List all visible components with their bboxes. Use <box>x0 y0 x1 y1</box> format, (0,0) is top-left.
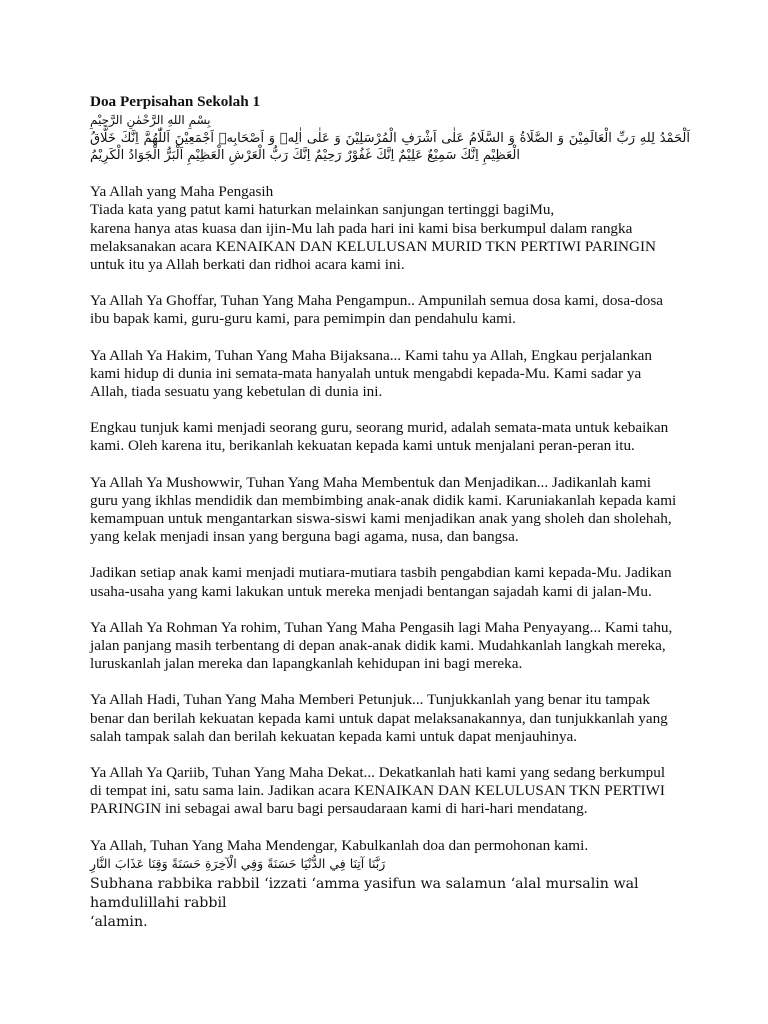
paragraph-2 <box>90 292 690 328</box>
paragraph-line: karena hanya atas kuasa dan ijin-Mu lah pada hari ini kami bisa berkumpul dalam rangka <box>90 219 633 237</box>
paragraph-line: Ya Allah Ya Qariib, Tuhan Yang Maha Dekat... Dekatkanlah hati kami yang sedang berkumpul <box>90 764 666 782</box>
closing-arabic-text: رَبَّنَا آتِنَا فِي الدُّنْيَا حَسَنَةً وَفِي الْآخِرَةِ حَسَنَةً وَقِنَا عَذَابَ النَّارِ <box>90 855 386 871</box>
paragraph-line: Allah, tiada sesuatu yang kebetulan di dunia ini. <box>90 383 383 401</box>
paragraph-line: Ya Allah Ya Mushowwir, Tuhan Yang Maha Membentuk dan Menjadikan... Jadikanlah kami <box>90 473 652 491</box>
paragraph-line: benar dan berilah kekuatan kepada kami untuk dapat melaksanakannya, dan tunjukkanlah yang <box>90 709 668 727</box>
paragraph-8 <box>90 691 690 746</box>
paragraph-line: PARINGIN ini sebagai awal baru bagi persaudaraan kami di hari-hari mendatang. <box>90 800 588 818</box>
paragraph-line: Ya Allah Hadi, Tuhan Yang Maha Memberi Petunjuk... Tunjukkanlah yang benar itu tampak <box>90 691 650 709</box>
basmalah-text: بِسْمِ اللهِ الرَّحْمٰنِ الرَّحِيْمِ <box>90 113 211 127</box>
paragraph-3 <box>90 347 690 402</box>
paragraph-line: kami. Oleh karena itu, berikanlah kekuatan kepada kami untuk menjalani peran-peran itu. <box>90 437 635 455</box>
paragraph-line: ibu bapak kami, guru-guru kami, para pemimpin dan pendahulu kami. <box>90 310 516 328</box>
paragraph-line: Ya Allah Ya Hakim, Tuhan Yang Maha Bijaksana... Kami tahu ya Allah, Engkau perjalankan <box>90 346 653 364</box>
paragraph-line: jalan panjang masih terbentang di depan anak-anak didik kami. Mudahkanlah langkah mereka, <box>90 637 666 655</box>
document-title: Doa Perpisahan Sekolah 1 <box>90 93 261 110</box>
opening-arabic-prayer: اَلْحَمْدُ لِلهِ رَبِّ الْعَالَمِيْنَ وَ الصَّلَاةُ وَ السَّلَامُ عَلٰى اَشْرَفِ الْمُرْسَلِيْنَ وَ عَلٰى اٰلِهٖ وَ اَصْحَابِهٖ اَجْمَعِيْنَ اَللّٰهُمَّ اِنَّكَ خَلَّاقُ الْعَظِيْمِ اِنَّكَ سَمِيْعٌ عَلِيْمٌ اِنَّكَ غَفُوْرٌ رَحِيْمٌ اِنَّكَ رَبُّ الْعَرْشِ الْعَظِيْمِ اَلْبَرُّ الْجَوَادُ الْكَرِيْمُ <box>90 131 690 164</box>
paragraph-line: salah tampak salah dan berilah kekuatan kepada kami untuk dapat menjauhinya. <box>90 727 578 745</box>
paragraph-line: Ya Allah Ya Ghoffar, Tuhan Yang Maha Pengampun.. Ampunilah semua dosa kami, dosa-dosa <box>90 292 663 310</box>
closing-line: Ya Allah, Tuhan Yang Maha Mendengar, Kabulkanlah doa dan permohonan kami. <box>90 836 589 854</box>
paragraph-line: Engkau tunjuk kami menjadi seorang guru, seorang murid, adalah semata-mata untuk kebaikan <box>90 419 669 437</box>
basmalah-line <box>90 111 690 129</box>
paragraph-line: yang kelak menjadi insan yang berguna bagi agama, nusa, dan bangsa. <box>90 528 519 546</box>
transliteration-line: Subhana rabbika rabbil ‘izzati ‘amma yasifun wa salamun ‘alal mursalin wal hamdulillahi rabbil <box>90 876 639 912</box>
paragraph-line: kemampuan untuk mengantarkan siswa-siswi kami menjadikan anak yang sholeh dan sholehah, <box>90 510 672 528</box>
paragraph-7 <box>90 619 690 674</box>
paragraph-line: usaha-usaha yang kami lakukan untuk mereka menjadi bentangan sajadah kami di jalan-Mu. <box>90 582 652 600</box>
paragraph-line: di tempat ini, satu sama lain. Jadikan acara KENAIKAN DAN KELULUSAN TKN PERTIWI <box>90 782 665 800</box>
paragraph-4 <box>90 419 690 455</box>
transliteration-line: ‘alamin. <box>90 914 148 931</box>
paragraph-line: luruskanlah jalan mereka dan lapangkanlah kehidupan ini bagi mereka. <box>90 655 523 673</box>
paragraph-line: Ya Allah Ya Rohman Ya rohim, Tuhan Yang Maha Pengasih lagi Maha Penyayang... Kami tahu, <box>90 618 673 636</box>
paragraph-line: Jadikan setiap anak kami menjadi mutiara-mutiara tasbih pengabdian kami kepada-Mu. Jadikan <box>90 564 672 582</box>
closing-arabic-line <box>90 855 690 873</box>
paragraph-line: Tiada kata yang patut kami haturkan melainkan sanjungan tertinggi bagiMu, <box>90 201 555 219</box>
paragraph-5 <box>90 474 690 547</box>
paragraph-line: Ya Allah yang Maha Pengasih <box>90 183 274 201</box>
paragraph-line: melaksanakan acara KENAIKAN DAN KELULUSAN MURID TKN PERTIWI PARINGIN <box>90 237 656 255</box>
transliteration <box>90 875 690 932</box>
prayer-body <box>90 183 690 932</box>
paragraph-6 <box>90 564 690 600</box>
paragraph-9 <box>90 764 690 819</box>
paragraph-1 <box>90 183 690 274</box>
paragraph-line: kami hidup di dunia ini semata-mata hanyalah untuk mengabdi kepada-Mu. Kami sadar ya <box>90 364 642 382</box>
document-page <box>90 92 690 932</box>
paragraph-line: untuk itu ya Allah berkati dan ridhoi acara kami ini. <box>90 256 405 274</box>
paragraph-line: guru yang ikhlas mendidik dan membimbing anak-anak didik kami. Karuniakanlah kepada kami <box>90 491 677 509</box>
